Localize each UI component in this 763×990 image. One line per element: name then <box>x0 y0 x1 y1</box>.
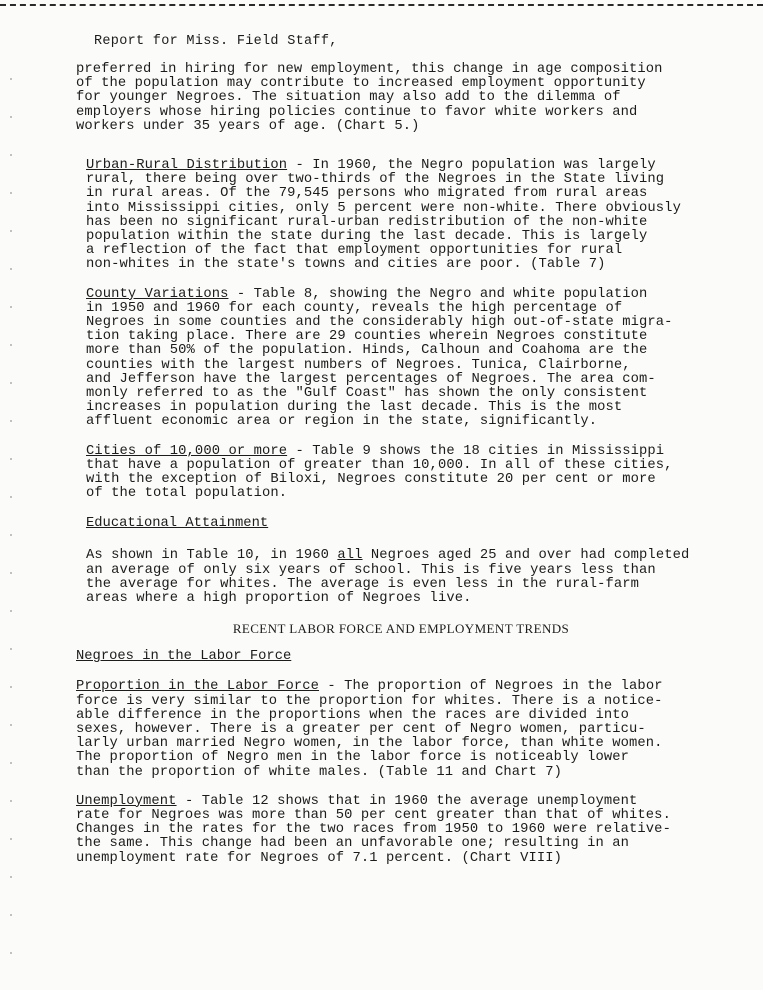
education-paragraph: As shown in Table 10, in 1960 all Negroes aged 25 and over had completed an average of only six years of school. This is five years less than the average for whites. The average is even less in the rural-farm areas where a high proportion of Negroes live. <box>86 548 690 607</box>
document-body <box>76 34 726 881</box>
cities-heading: Cities of 10,000 or more <box>86 443 288 459</box>
labor-force-heading: Negroes in the Labor Force <box>76 649 292 665</box>
unemployment-heading: Unemployment <box>76 793 177 809</box>
unemployment-paragraph: Unemployment - Table 12 shows that in 1960 the average unemployment rate for Negroes was more than 50 per cent greater than that of whites. Changes in the rates for the two races from 1950 to 1960 were relative- the same. This change had been an unfavorable one; resulting in an unemployment rate for Negroes of 7.1 percent. (Chart VIII) <box>76 793 671 866</box>
county-variations-paragraph: County Variations - Table 8, showing the Negro and white population in 1950 and 1960 for each county, reveals the high percentage of Negroes in some counties and the considerably high out-of-state migra- tion taking place. There are 29 counties wherein Negroes constitute more than 50% of the population. Hinds, Calhoun and Coahoma are the counties with the largest numbers of Negroes. Tunica, Clairborne, and Jefferson have the largest percentages of Negroes. The area com- monly referred to as the "Gulf Coast" has shown the only consistent increases in population during the last decade. This is the most affluent economic area or region in the state, significantly. <box>86 286 673 430</box>
cities-paragraph: Cities of 10,000 or more - Table 9 shows the 18 cities in Mississippi that have a population of greater than 10,000. In all of these cities, with the exception of Biloxi, Negroes constitute 20 per cent or more of the total population. <box>86 443 673 502</box>
proportion-heading: Proportion in the Labor Force <box>76 679 320 695</box>
section-title: RECENT LABOR FORCE AND EMPLOYMENT TRENDS <box>232 621 570 637</box>
emphasis-all: all <box>337 548 363 564</box>
proportion-paragraph: Proportion in the Labor Force - The proportion of Negroes in the labor force is very similar to the proportion for whites. There is a notice- able difference in the proportions when the races are divided into sexes, however. There is a greater per cent of Negro women, particu- larly urban married Negro women, in the labor force, than white women. The proportion of Negro men in the labor force is noticeably lower than the proportion of white males. (Table 11 and Chart 7) <box>76 679 663 780</box>
urban-rural-heading: Urban-Rural Distribution <box>86 158 288 174</box>
page-header: Report for Miss. Field Staff, <box>94 34 338 49</box>
intro-paragraph: preferred in hiring for new employment, this change in age composition of the population may contribute to increased employment opportunity for younger Negroes. The situation may also add to the dilemma of employers whose hiring policies continue to favor white workers and workers under 35 years of age. (Chart 5.) <box>76 62 663 134</box>
scan-margin-specks <box>8 60 14 960</box>
county-variations-heading: County Variations <box>86 286 229 302</box>
top-border-rule <box>0 4 763 6</box>
educational-attainment-heading: Educational Attainment <box>86 516 269 532</box>
urban-rural-paragraph: Urban-Rural Distribution - In 1960, the Negro population was largely rural, there being over two-thirds of the Negroes in the State living in rural areas. Of the 79,545 persons who migrated from rural areas into Mississippi cities, only 5 percent were non-white. There obviously has been no significant rural-urban redistribution of the non-white population within the state during the last decade. This is largely a reflection of the fact that employment opportunities for rural non-whites in the state's towns and cities are poor. (Table 7) <box>86 158 681 273</box>
